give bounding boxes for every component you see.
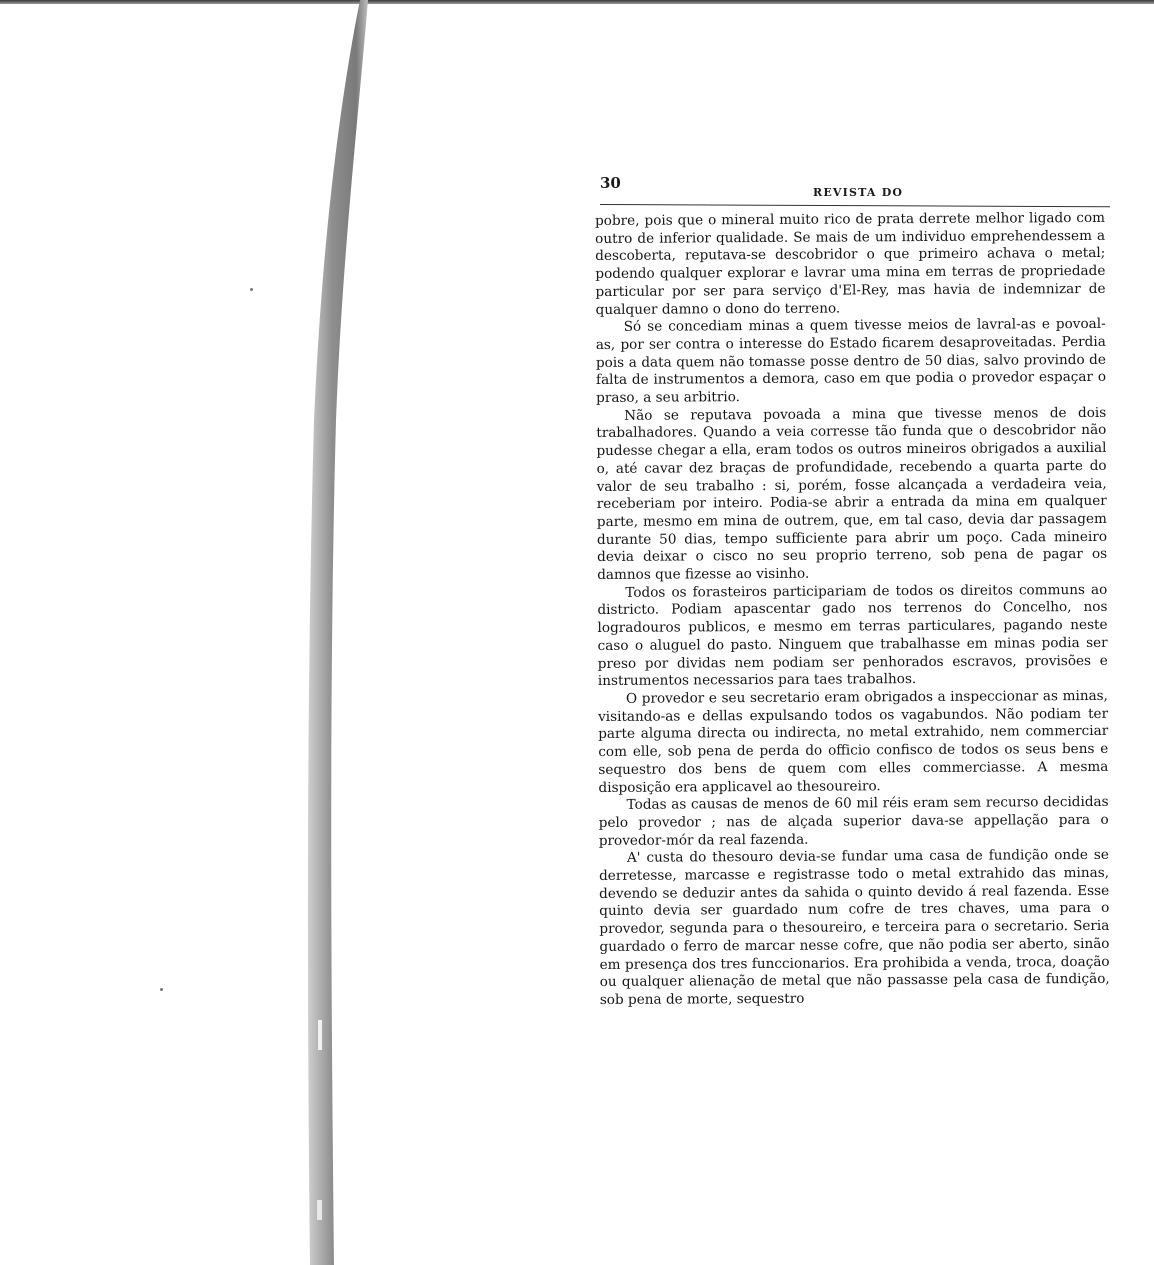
running-head xyxy=(585,168,1105,198)
paragraph-3: Não se reputava povoada a mina que tivesse menos de dois trabalhadores. Quando a veia corresse tão funda que o descobridor não pudesse chegar a ella, eram todos os outros mineiros obrigados a auxilial o, até cavar dez braças de profundidade, recebendo a quarta parte do valor de seu trabalho : si, porém, fosse alcançada a verdadeira veia, receberiam por inteiro. Podia-se abrir a entrada da mina em qualquer parte, mesmo em mina de outrem, que, em tal caso, devia dar passagem durante 50 dias, tempo sufficiente para abrir um poço. Cada mineiro devia deixar o cisco no seu proprio terreno, sob pena de pagar os damnos que fizesse ao visinho. xyxy=(596,404,1108,584)
book-page xyxy=(585,168,1110,1010)
scan-speck xyxy=(250,288,253,291)
paragraph-4: Todos os forasteiros participariam de todos os direitos communs ao districto. Podiam apascentar gado nos terrenos do Concelho, nos logradouros publicos, e mesmo em terras particulares, pagando neste caso o aluguel do pasto. Ninguem que trabalhasse em minas podia ser preso por dividas nem podiam ser penhorados escravos, provisões e instrumentos necessarios para taes trabalhos. xyxy=(597,581,1108,690)
scan-speck xyxy=(160,988,163,991)
paragraph-1: pobre, pois que o mineral muito rico de prata derrete melhor ligado com outro de inferior qualidade. Se mais de um individuo emprehendessem a descoberta, reputava-se descobridor o que primeiro achava o metal; podendo qualquer explorar e lavrar uma mina em terras de propriedade particular por ser para serviço d'El-Rey, mas havia de indemnizar de qualquer damno o dono do terreno. xyxy=(595,209,1106,318)
body-text xyxy=(595,210,1110,1010)
paragraph-2: Só se concediam minas a quem tivesse meios de lavral-as e povoal-as, por ser contra o interesse do Estado ficarem desaproveitadas. Perdia pois a data quem não tomasse posse dentro de 50 dias, salvo provindo de falta de instrumentos a demora, caso em que podia o provedor espaçar o praso, a seu arbitrio. xyxy=(595,316,1107,407)
page-number: 30 xyxy=(600,174,621,192)
paragraph-5: O provedor e seu secretario eram obrigados a inspeccionar as minas, visitando-as e dellas expulsando todos os vagabundos. Não podiam ter parte alguma directa ou indirecta, no metal extrahido, nem commerciar com elle, sob pena de perda do officio confisco de todos os seus bens e sequestro dos bens de quem com elles commerciasse. A mesma disposição era applicavel ao thesoureiro. xyxy=(598,687,1109,796)
header-title: REVISTA DO xyxy=(813,186,904,199)
header-rule xyxy=(600,204,1110,207)
paragraph-6: Todas as causas de menos de 60 mil réis eram sem recurso decididas pelo provedor ; nas de alçada superior dava-se appellação para o provedor-mór da real fazenda. xyxy=(598,794,1109,849)
scan-top-edge xyxy=(0,0,1154,4)
page-gutter-shadow xyxy=(300,0,370,1265)
paragraph-7: A' custa do thesouro devia-se fundar uma casa de fundição onde se derretesse, marcasse e registrasse todo o metal extrahido das minas, devendo se deduzir antes da sahida o quinto devido á real fazenda. Esse quinto devia ser guardado num cofre de tres chaves, uma para o provedor, segunda para o thesoureiro, e terceira para o secretario. Seria guardado o ferro de marcar nesse cofre, que não podia ser aberto, sinão em presença dos tres funccionarios. Era prohibida a venda, troca, doação ou qualquer alienação de metal que não passasse pela casa de fundição, sob pena de morte, sequestro xyxy=(599,847,1110,1008)
